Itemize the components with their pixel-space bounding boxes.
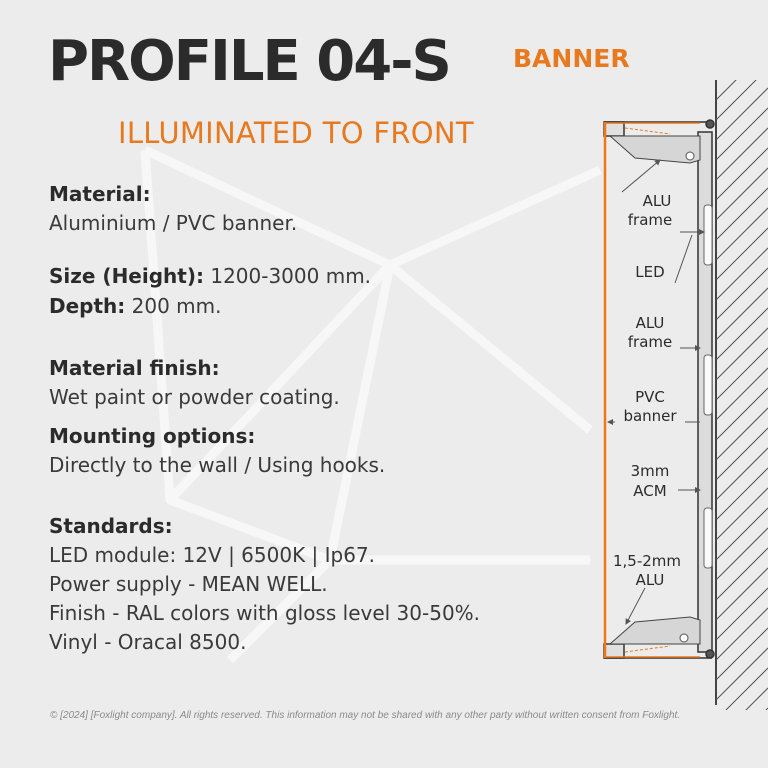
label-led: LED [635, 263, 665, 281]
standards-block [49, 512, 480, 657]
standards-item: LED module: 12V | 6500K | Ip67. [49, 543, 376, 567]
material-label: Material: [49, 182, 151, 206]
depth-label: Depth: [49, 294, 126, 318]
size-value: 1200-3000 mm. [203, 264, 372, 288]
label-alu-frame-mid: ALU [635, 314, 665, 332]
label-pvc-banner: PVC [635, 388, 665, 406]
standards-item: Finish - RAL colors with gloss level 30-50%. [49, 601, 481, 625]
label-alu-frame-top: frame [627, 211, 673, 229]
material-block [49, 180, 297, 238]
standards-item: Power supply - MEAN WELL. [49, 572, 328, 596]
label-alu-frame-top: ALU [642, 192, 672, 210]
page-subtitle: ILLUMINATED TO FRONT [118, 116, 474, 150]
label-pvc-banner: banner [623, 407, 677, 425]
label-alu-sheet: ALU [635, 571, 665, 589]
label-alu-sheet: 1,5-2mm [612, 552, 682, 570]
banner-badge: BANNER [513, 44, 630, 73]
page-title: PROFILE 04-S [48, 29, 450, 94]
profile-cross-section-diagram [590, 76, 768, 716]
label-acm: ACM [633, 482, 667, 500]
finish-label: Material finish: [49, 356, 220, 380]
label-alu-frame-mid: frame [627, 333, 673, 351]
label-acm: 3mm [630, 462, 670, 480]
finish-value: Wet paint or powder coating. [49, 385, 340, 409]
wall-hatching [716, 76, 768, 716]
standards-label: Standards: [49, 514, 173, 538]
depth-value: 200 mm. [125, 294, 222, 318]
material-value: Aluminium / PVC banner. [49, 211, 298, 235]
finish-block [49, 354, 340, 412]
copyright-notice: © [2024] [Foxlight company]. All rights reserved. This information may not be shared with any other party without written consent from Foxlight. [50, 710, 681, 721]
led-modules [704, 205, 712, 568]
mounting-label: Mounting options: [49, 424, 256, 448]
size-label: Size (Height): [49, 264, 204, 288]
diagram-labels [613, 192, 681, 589]
mounting-block [49, 422, 385, 480]
mounting-value: Directly to the wall / Using hooks. [49, 453, 386, 477]
top-bracket [610, 136, 700, 163]
standards-item: Vinyl - Oracal 8500. [49, 630, 247, 654]
size-block [49, 262, 371, 322]
